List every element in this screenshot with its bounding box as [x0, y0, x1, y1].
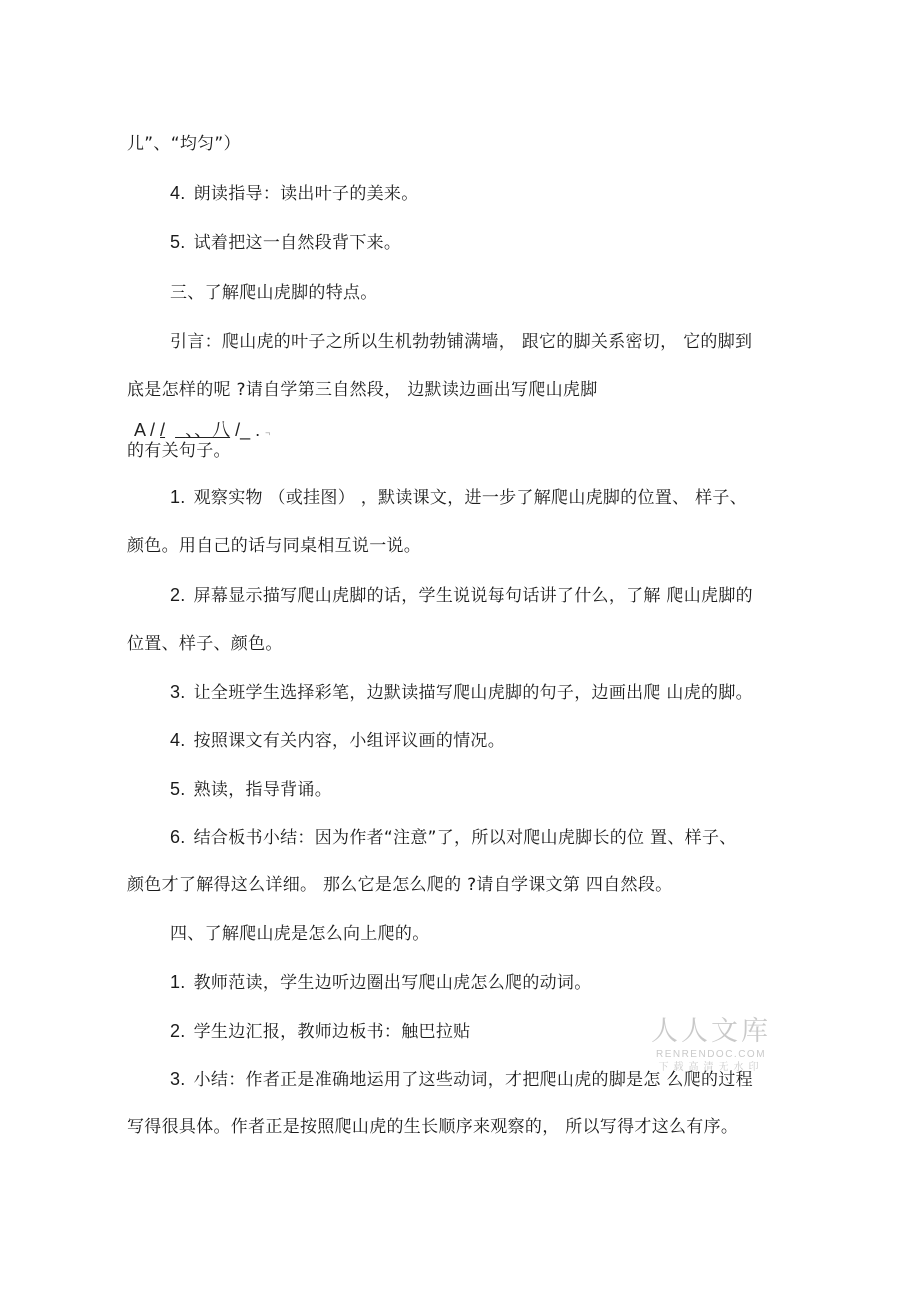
item-text: 熟读，指导背诵。: [193, 780, 333, 800]
item-number: 5.: [170, 232, 186, 252]
list-item: [170, 826, 737, 849]
section-heading: 四、了解爬山虎是怎么向上爬的。: [170, 924, 430, 944]
item-number: 4.: [170, 183, 186, 203]
text-line: 底是怎样的呢 ?请自学第三自然段， 边默读边画出写爬山虎脚: [127, 380, 598, 400]
item-number: 2.: [170, 585, 186, 605]
item-text: 屏幕显示描写爬山虎脚的话，学生说说每句话讲了什么，了解 爬山虎脚的: [193, 586, 753, 606]
item-text: 朗读指导：读出叶子的美来。: [193, 184, 419, 204]
item-text: 教师范读，学生边听边圈出写爬山虎怎么爬的动词。: [193, 973, 592, 993]
item-number: 1.: [170, 972, 186, 992]
text-line: 引言：爬山虎的叶子之所以生机勃勃铺满墙， 跟它的脚关系密切， 它的脚到: [170, 332, 753, 352]
item-text: 试着把这一自然段背下来。: [193, 233, 402, 253]
watermark-logo: [647, 1016, 775, 1074]
item-number: 3.: [170, 1069, 186, 1089]
list-item: [170, 182, 419, 205]
list-item: [170, 729, 505, 752]
watermark-title: 人人文库: [651, 1016, 771, 1047]
text-line: 颜色才了解得这么详细。 那么它是怎么爬的 ?请自学课文第 四自然段。: [127, 875, 673, 895]
item-number: 2.: [170, 1021, 186, 1041]
item-number: 1.: [170, 487, 186, 507]
item-text: 观察实物 （或挂图） ，默读课文，进一步了解爬山虎脚的位置、 样子、: [193, 488, 748, 508]
text-line: 颜色。用自己的话与同桌相互说一说。: [127, 536, 422, 556]
text-line: 写得很具体。作者正是按照爬山虎的生长顺序来观察的， 所以写得才这么有序。: [127, 1117, 739, 1137]
list-item: [170, 681, 753, 704]
text-line: 的有关句子。: [127, 441, 231, 461]
list-item: [170, 486, 747, 509]
item-number: 4.: [170, 730, 186, 750]
text-line: 位置、样子、颜色。: [127, 634, 283, 654]
item-text: 学生边汇报，教师边板书：触巴拉贴: [193, 1022, 471, 1042]
list-item: [170, 1020, 470, 1043]
text-line: 儿”、“均匀”）: [127, 134, 241, 154]
item-text: 小结：作者正是准确地运用了这些动词，才把爬山虎的脚是怎 么爬的过程: [193, 1070, 753, 1090]
item-number: 5.: [170, 779, 186, 799]
watermark-url: RENRENDOC.COM: [655, 1049, 767, 1060]
watermark-tagline: 下载高清无水印: [658, 1062, 764, 1073]
item-number: 3.: [170, 682, 186, 702]
list-item: [170, 584, 753, 607]
ocr-artifact: A / / 、、八 /_ . ¬: [134, 420, 271, 440]
list-item: [170, 231, 401, 254]
list-item: [170, 971, 592, 994]
item-text: 按照课文有关内容，小组评议画的情况。: [193, 731, 506, 751]
item-number: 6.: [170, 827, 186, 847]
section-heading: 三、了解爬山虎脚的特点。: [170, 283, 378, 303]
item-text: 让全班学生选择彩笔，边默读描写爬山虎脚的句子，边画出爬 山虎的脚。: [193, 683, 753, 703]
item-text: 结合板书小结：因为作者“注意”了，所以对爬山虎脚长的位 置、样子、: [193, 828, 737, 848]
list-item: [170, 778, 332, 801]
